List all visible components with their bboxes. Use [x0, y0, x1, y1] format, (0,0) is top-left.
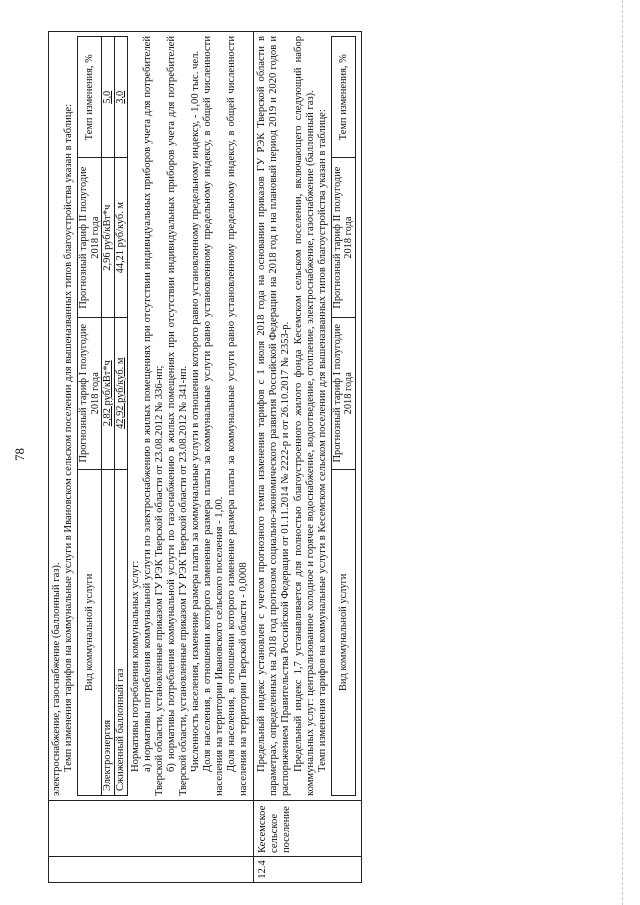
paragraph: б) нормативы потребления коммунальной услуги по газоснабжению в жилых помещениях при отсутствии индивидуальных приборов учета для потребителей Тверской области, установленные приказом ГУ РЭК Тверской области от 23.08.2012 № 341-нп. [165, 36, 189, 796]
table-row [254, 32, 362, 883]
tariff-header-service: Вид коммунальной услуги [78, 469, 102, 795]
tariff-row [102, 37, 115, 796]
tariff-header-h2: Прогнозный тариф II полугодие 2018 года [331, 158, 355, 317]
tariff-table-ivanovskoe [77, 36, 128, 796]
tariff-rate-value: 5,0 [102, 37, 115, 158]
tariff-h2-value: 44,21 руб/куб. м [115, 158, 128, 317]
tariff-header-rate: Темп изменения, % [331, 37, 355, 158]
tariff-header-h1: Прогнозный тариф I полугодие 2018 года [78, 317, 102, 469]
settlement-name: Кесемское сельское поселение [254, 801, 362, 857]
tariff-header-service: Вид коммунальной услуги [331, 469, 355, 795]
tariff-header-h1: Прогнозный тариф I полугодие 2018 года [331, 317, 355, 469]
settlements-table [48, 31, 362, 883]
row-number [49, 857, 254, 883]
page-number: 78 [12, 448, 27, 461]
paragraph: Нормативы потребления коммунальных услуг: [129, 560, 141, 772]
tariff-table-kesemskoe [331, 36, 356, 796]
tariff-service: Электроэнергия [102, 469, 115, 795]
row-number: 12.4 [254, 857, 362, 883]
paragraph: а) нормативы потребления коммунальной услуги по электроснабжению в жилых помещениях при отсутствии индивидуальных приборов учета для потребителей Тверской области, установленные приказом ГУ РЭК Тверской области от 23.08.2012 № 336-нп; [141, 36, 165, 796]
tariff-row [115, 37, 128, 796]
paragraph: Доля населения, в отношении которого изменение размера платы за коммунальные услуги равно установленному предельному индексу, в общей численности населения на территории Тверской области - 0,0008 [226, 36, 250, 796]
paragraph: Предельный индекс 1,7 устанавливается для полностью благоустроенного жилого фонда Кесемском сельском поселении, включающего следующий набор коммунальных услуг: централизованное холодное и горячее водоснабжение, водоотведение, отопление, электроснабжение, газоснабжение (баллонный газ). [292, 36, 316, 796]
paragraph: Доля населения, в отношении которого изменение размера платы за коммунальные услуги равно установленному предельному индексу, в общей численности населения на территории Ивановского сельского поселения - 1,00. [202, 36, 226, 796]
tariff-h2-value: 2,96 руб/кВт*ч [102, 158, 115, 317]
tariff-header-row [78, 37, 102, 796]
tariff-h1-value: 2,82 руб/кВт*ч [102, 317, 115, 469]
tariff-h1-value: 42,92 руб/куб. м [115, 317, 128, 469]
intro-text: электроснабжение, газоснабжение (баллонный газ). [51, 562, 62, 796]
tariff-service: Сжиженный баллонный газ [115, 469, 128, 795]
rates-intro-text: Темп изменения тарифов на коммунальные услуги в Ивановском сельском поселении для вышеназванных типов благоустройства указан в таблице: [63, 103, 75, 772]
tariff-header-h2: Прогнозный тариф II полугодие 2018 года [78, 158, 102, 317]
scan-edge-line [622, 0, 623, 905]
table-row [49, 32, 254, 883]
row-content [49, 32, 254, 801]
paragraph: Предельный индекс установлен с учетом прогнозного темпа изменения тарифов с 1 июля 2018 года на основании приказов ГУ РЭК Тверской области в параметрах, определенных на 2018 год прогнозом социально-экономического развития Российской Федерации на 2018 год и на плановый период 2019 и 2020 годов и распоряжением Правительства Российской Федерации от 01.11.2014 № 2222-р и от 26.10.2017 № 2353-р. [256, 36, 292, 796]
paragraph: Темп изменения тарифов на коммунальные услуги в Кесемском сельском поселении для вышеназванных типов благоустройства указан в таблице: [316, 109, 328, 772]
paragraph: Численность населения, изменение размера платы за коммунальные услуги в отношении которого равно установленному предельному индексу, - 1,00 тыс. чел. [190, 50, 201, 772]
tariff-rate-value: 3,0 [115, 37, 128, 158]
tariff-header-rate: Темп изменения, % [78, 37, 102, 158]
settlement-name [49, 801, 254, 857]
row-content [254, 32, 362, 801]
tariff-header-row [331, 37, 355, 796]
